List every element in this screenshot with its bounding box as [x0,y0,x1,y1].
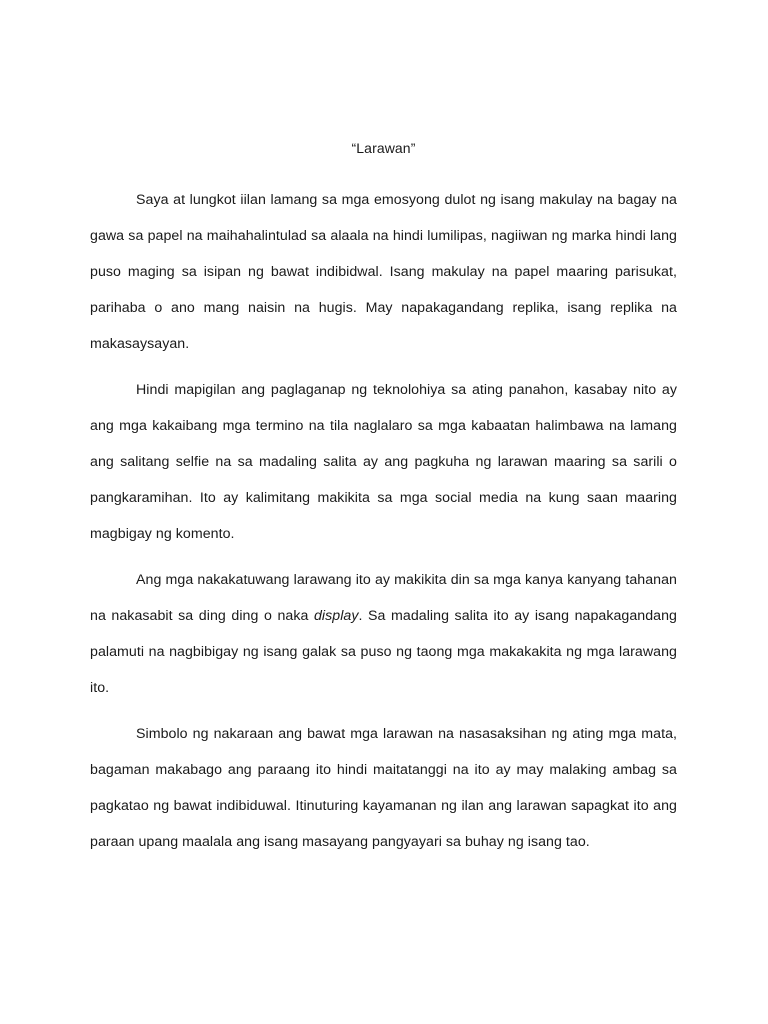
paragraph-3-text-before: Ang mga nakakatuwang larawang ito ay makikita din sa mga kanya kanyang tahanan na nakasabit sa ding ding o naka [90,572,677,624]
document-page [90,136,677,870]
document-title: “Larawan” [351,140,416,156]
paragraph-3 [90,562,677,706]
paragraph-1: Saya at lungkot iilan lamang sa mga emosyong dulot ng isang makulay na bagay na gawa sa papel na maihahalintulad sa alaala na hindi lumilipas, nagiiwan ng marka hindi lang puso maging sa isipan ng bawat indibidwal. Isang makulay na papel maaring parisukat, parihaba o ano mang naisin na hugis. May napakagandang replika, isang replika na makasaysayan. [90,192,677,352]
paragraph-3-italic-word: display [313,608,359,624]
paragraph-2: Hindi mapigilan ang paglaganap ng teknolohiya sa ating panahon, kasabay nito ay ang mga kakaibang mga termino na tila naglalaro sa mga kabaatan halimbawa na lamang ang salitang selfie na sa madaling salita ay ang pagkuha ng larawan maaring sa sarili o pangkaramihan. Ito ay kalimitang makikita sa mga social media na kung saan maaring magbigay ng komento. [90,382,677,542]
paragraph-4: Simbolo ng nakaraan ang bawat mga larawan na nasasaksihan ng ating mga mata, bagaman makabago ang paraang ito hindi maitatanggi na ito ay may malaking ambag sa pagkatao ng bawat indibiduwal. Itinuturing kayamanan ng ilan ang larawan sapagkat ito ang paraan upang maalala ang isang masayang pangyayari sa buhay ng isang tao. [90,726,677,850]
paragraph-3-text-after: . Sa madaling salita ito ay isang napakagandang palamuti na nagbibigay ng isang galak sa puso ng taong mga makakakita ng mga larawang ito. [90,608,677,696]
